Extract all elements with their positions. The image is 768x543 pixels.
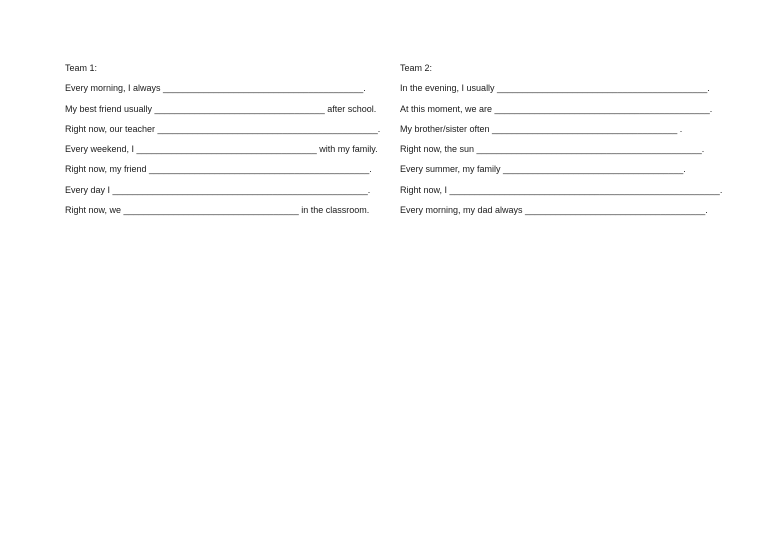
team-1-title: Team 1:	[65, 63, 98, 73]
team-2-sentence: Every summer, my family ____________________________________.	[400, 164, 686, 175]
team-2-sentence: At this moment, we are ___________________________________________.	[400, 103, 713, 114]
team-1-sentence: Every morning, I always ________________________________________.	[65, 83, 366, 94]
team-2-sentence: Right now, I ______________________________________________________.	[400, 184, 723, 195]
team-2-sentence: In the evening, I usually __________________________________________.	[400, 83, 710, 94]
team-1-sentence: Right now, we ___________________________________ in the classroom.	[65, 205, 370, 216]
team-1-sentence: Every weekend, I ____________________________________ with my family.	[65, 144, 378, 155]
team-2-column	[400, 63, 730, 225]
team-1-sentence: Right now, our teacher ____________________________________________.	[65, 123, 381, 134]
team-1-sentence: My best friend usually __________________________________ after school.	[65, 103, 377, 114]
team-1-column	[65, 63, 385, 225]
team-2-title: Team 2:	[400, 63, 433, 73]
team-2-sentence: My brother/sister often _____________________________________ .	[400, 123, 683, 134]
team-2-sentence: Right now, the sun _____________________________________________.	[400, 144, 705, 155]
team-2-sentence: Every morning, my dad always ____________________________________.	[400, 205, 708, 216]
team-1-sentence: Right now, my friend ____________________________________________.	[65, 164, 372, 175]
team-1-sentence: Every day I ___________________________________________________.	[65, 184, 371, 195]
